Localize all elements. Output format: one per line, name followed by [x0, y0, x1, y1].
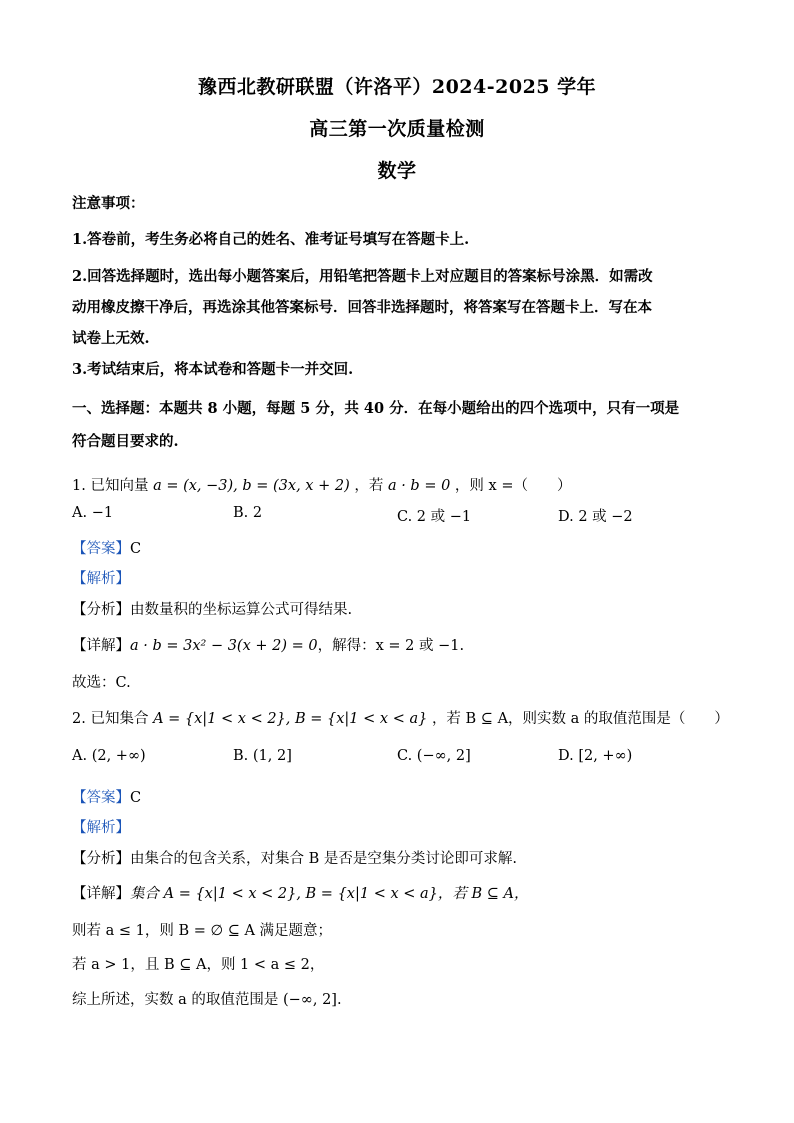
q2-option-b: B. (1, 2] [233, 748, 292, 764]
q1-choice: 故选：C. [72, 675, 131, 691]
q2-option-d: D. [2, +∞) [558, 748, 633, 764]
q1-answer [72, 537, 141, 558]
q1-answer-value: C [130, 541, 142, 557]
q1-detail-math: a · b = 3x² − 3(x + 2) = 0 [130, 638, 318, 654]
q1-detail [72, 634, 464, 655]
q2-analysis-label: 【解析】 [72, 820, 130, 836]
q1-fenxi-tag: 【分析】 [72, 602, 130, 618]
q2-case-1: 则若 a ≤ 1，则 B = ∅ ⊆ A 满足题意； [72, 923, 333, 939]
q1-detail-tag: 【详解】 [72, 638, 130, 654]
q1-stem [72, 474, 571, 495]
q1-detail-text: ，解得：x = 2 或 −1. [317, 638, 465, 654]
section-heading-line1: 一、选择题：本题共 8 小题，每题 5 分，共 40 分．在每小题给出的四个选项中，只有一项是 [72, 400, 680, 417]
q2-answer-value: C [130, 790, 142, 806]
q1-fenxi-text: 由数量积的坐标运算公式可得结果. [130, 602, 353, 618]
q2-fenxi-tag: 【分析】 [72, 851, 130, 867]
q2-stem [72, 707, 729, 728]
q2-case-2: 若 a > 1，且 B ⊆ A，则 1 < a ≤ 2， [72, 957, 325, 973]
q2-option-a: A. (2, +∞) [72, 748, 146, 764]
q1-option-d: D. 2 或 −2 [558, 509, 633, 525]
notice-item-2-line2: 动用橡皮擦干净后，再选涂其他答案标号．回答非选择题时，将答案写在答题卡上．写在本 [72, 299, 652, 316]
q1-option-b: B. 2 [233, 505, 263, 521]
notice-item-3: 3.考试结束后，将本试卷和答题卡一并交回. [72, 361, 354, 378]
q2-fenxi-text: 由集合的包含关系，对集合 B 是否是空集分类讨论即可求解. [130, 851, 517, 867]
q2-stem-sets: A = {x|1 < x < 2}, B = {x|1 < x < a} [153, 711, 428, 727]
q1-stem-prefix: 1. 已知向量 [72, 478, 149, 494]
q1-answer-tag: 【答案】 [72, 541, 130, 557]
q1-option-c: C. 2 或 −1 [397, 509, 472, 525]
q2-answer [72, 786, 141, 807]
notice-item-2-line3: 试卷上无效. [72, 330, 150, 347]
q1-analysis-label: 【解析】 [72, 571, 130, 587]
q1-stem-vectors: a = (x, −3), b = (3x, x + 2) [153, 478, 350, 494]
exam-title-line2: 高三第一次质量检测 [309, 118, 485, 140]
q2-option-c: C. (−∞, 2] [397, 748, 471, 764]
q2-stem-prefix: 2. 已知集合 [72, 711, 149, 727]
q2-stem-suffix: ，若 B ⊆ A，则实数 a 的取值范围是（ ） [431, 711, 729, 727]
q2-fenxi [72, 847, 517, 868]
q2-detail [72, 882, 528, 903]
notice-heading: 注意事项： [72, 195, 145, 212]
exam-title-line1: 豫西北教研联盟（许洛平）2024-2025 学年 [197, 76, 597, 98]
q2-detail-tag: 【详解】 [72, 886, 130, 902]
q1-stem-suffix: ，则 x =（ ） [454, 478, 572, 494]
q2-analysis-tag [72, 816, 130, 837]
exam-subject: 数学 [377, 160, 417, 182]
notice-item-1: 1.答卷前，考生务必将自己的姓名、准考证号填写在答题卡上. [72, 231, 470, 248]
notice-item-2-line1: 2.回答选择题时，选出每小题答案后，用铅笔把答题卡上对应题目的答案标号涂黑．如需改 [72, 268, 653, 285]
q2-answer-tag: 【答案】 [72, 790, 130, 806]
q1-stem-condition: a · b = 0 [387, 478, 451, 494]
q1-option-a: A. −1 [72, 505, 114, 521]
q1-analysis-tag [72, 567, 130, 588]
q2-detail-text: 集合 A = {x|1 < x < 2}, B = {x|1 < x < a}，若 B ⊆ A， [130, 886, 529, 902]
q2-summary: 综上所述，实数 a 的取值范围是 (−∞, 2]. [72, 992, 342, 1008]
section-heading-line2: 符合题目要求的. [72, 433, 179, 450]
q1-fenxi [72, 598, 352, 619]
q1-stem-mid: ，若 [354, 478, 384, 494]
